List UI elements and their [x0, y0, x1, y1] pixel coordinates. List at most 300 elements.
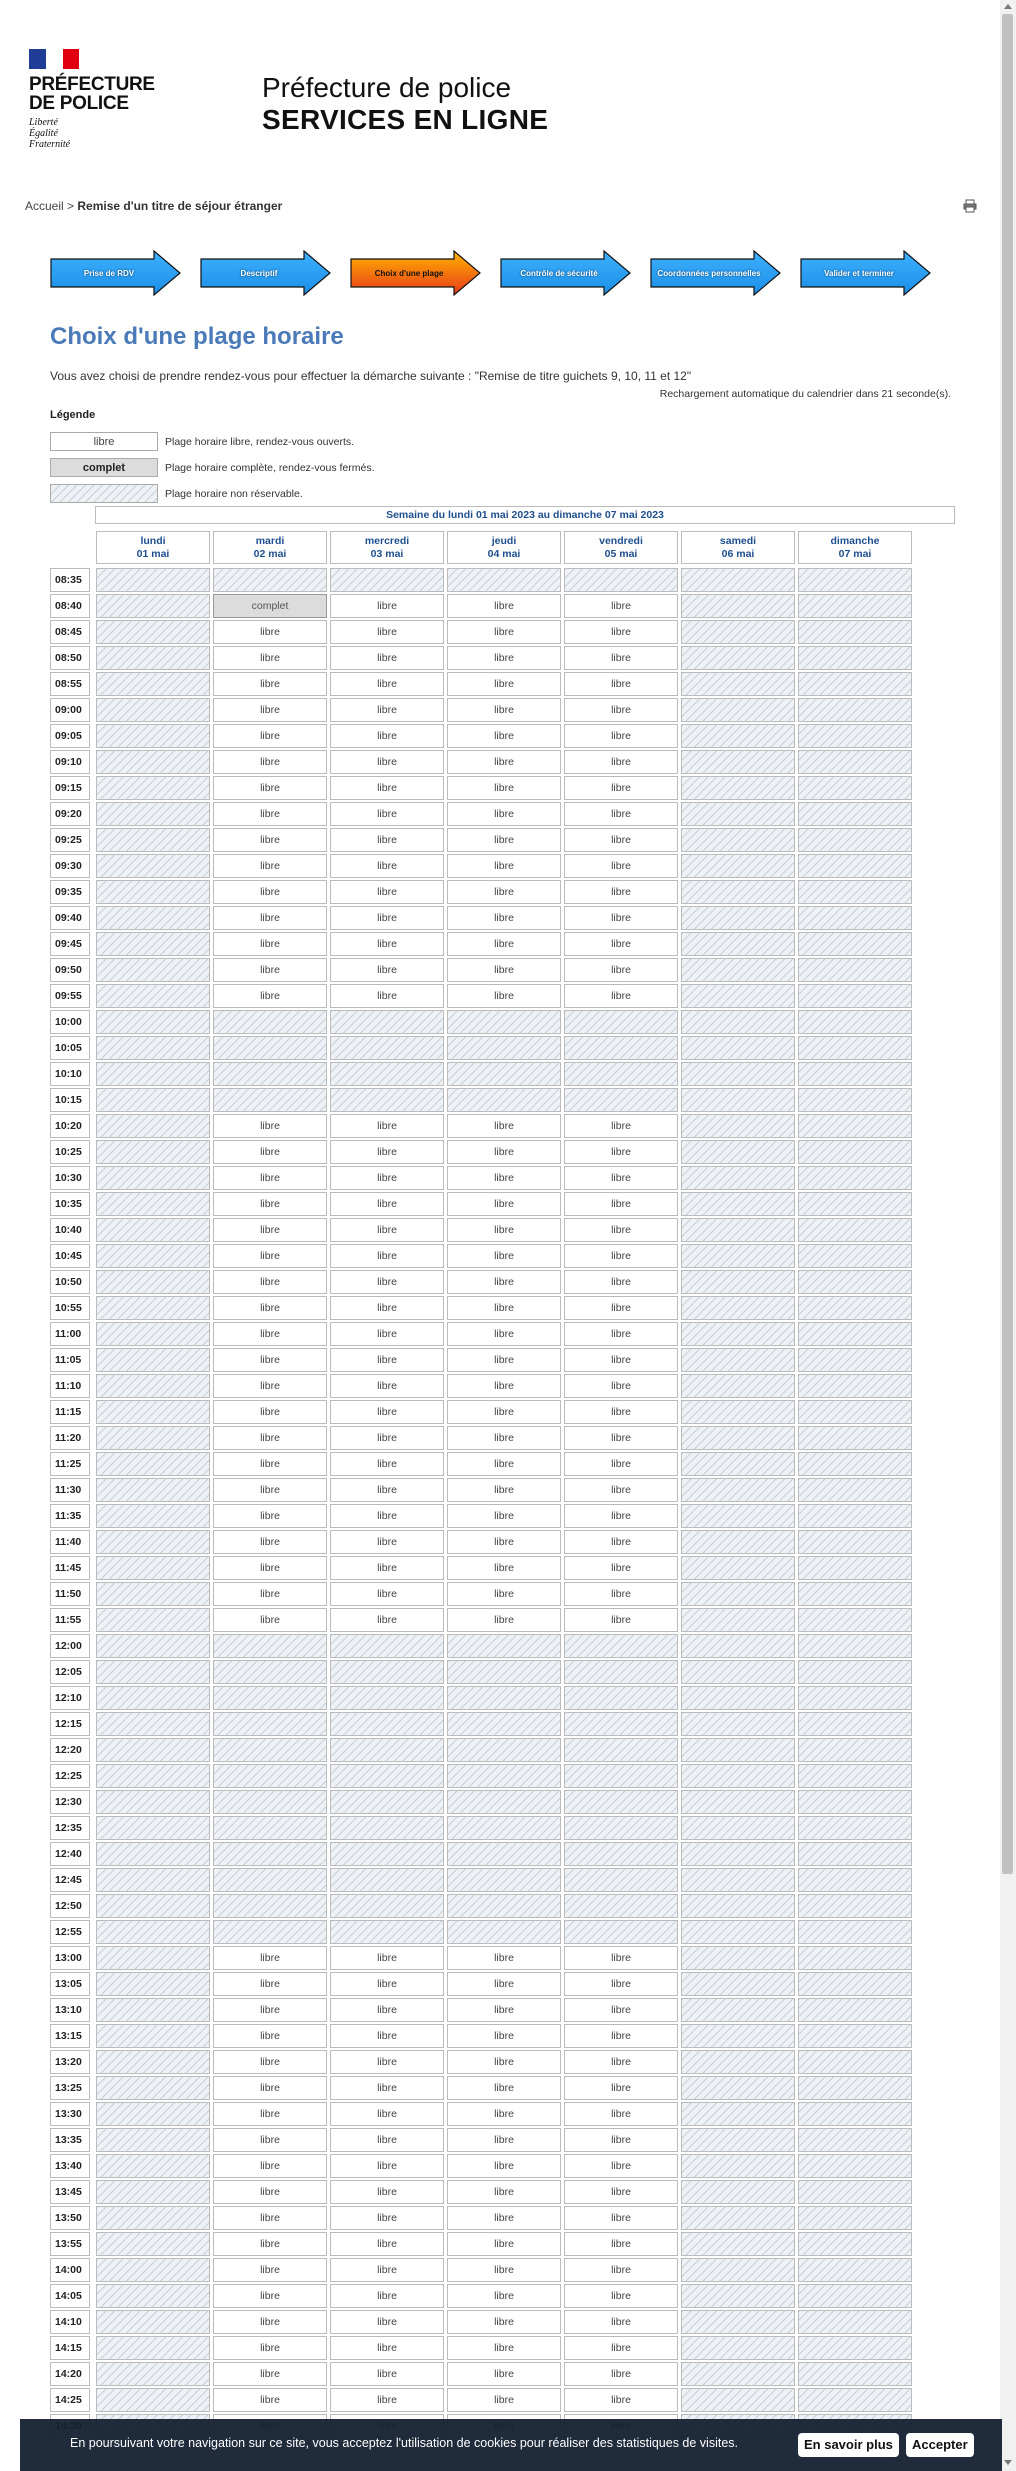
slot-unavailable [564, 1894, 678, 1918]
prefecture-logo[interactable] [29, 49, 155, 150]
slot-libre[interactable]: libre [213, 646, 327, 670]
cookie-learn-more-button[interactable]: En savoir plus [798, 2433, 899, 2457]
slot-libre[interactable]: libre [213, 1998, 327, 2022]
slot-libre[interactable]: libre [213, 2310, 327, 2334]
slot-unavailable [798, 1660, 912, 1684]
slot-unavailable [96, 1114, 210, 1138]
slot-libre[interactable]: libre [447, 2154, 561, 2178]
slot-libre[interactable]: libre [447, 1244, 561, 1268]
slot-libre[interactable]: libre [213, 1192, 327, 1216]
slot-libre[interactable]: libre [213, 1452, 327, 1476]
slot-libre[interactable]: libre [564, 1114, 678, 1138]
slot-libre[interactable]: libre [330, 1452, 444, 1476]
slot-libre[interactable]: libre [213, 2232, 327, 2256]
slot-libre[interactable]: libre [213, 1348, 327, 1372]
slot-unavailable [681, 1582, 795, 1606]
slot-libre[interactable]: libre [564, 1998, 678, 2022]
slot-libre[interactable]: libre [447, 1218, 561, 1242]
slot-libre[interactable]: libre [330, 672, 444, 696]
slot-libre[interactable]: libre [447, 1426, 561, 1450]
slot-libre[interactable]: libre [447, 2232, 561, 2256]
slot-libre[interactable]: libre [564, 1452, 678, 1476]
slot-libre[interactable]: libre [330, 1218, 444, 1242]
slot-libre[interactable]: libre [564, 672, 678, 696]
slot-unavailable [564, 1634, 678, 1658]
slot-libre[interactable]: libre [564, 1400, 678, 1424]
slot-libre[interactable]: libre [330, 2284, 444, 2308]
slot-libre[interactable]: libre [330, 1400, 444, 1424]
slot-libre[interactable]: libre [564, 2362, 678, 2386]
slot-libre[interactable]: libre [447, 1608, 561, 1632]
slot-libre[interactable]: libre [213, 828, 327, 852]
slot-libre[interactable]: libre [564, 2154, 678, 2178]
time-label: 13:20 [50, 2050, 90, 2074]
slot-libre[interactable]: libre [330, 2388, 444, 2412]
slot-unavailable [798, 1400, 912, 1424]
slot-unavailable [681, 620, 795, 644]
slot-libre[interactable]: libre [447, 1582, 561, 1606]
slot-libre[interactable]: libre [213, 750, 327, 774]
slot-libre[interactable]: libre [213, 1322, 327, 1346]
scrollbar[interactable] [1000, 0, 1016, 2471]
slot-libre[interactable]: libre [564, 776, 678, 800]
slot-unavailable [798, 2154, 912, 2178]
slot-libre[interactable]: libre [330, 802, 444, 826]
slot-unavailable [681, 906, 795, 930]
time-label: 13:05 [50, 1972, 90, 1996]
time-label: 12:20 [50, 1738, 90, 1762]
slot-libre[interactable]: libre [330, 2154, 444, 2178]
slot-libre[interactable]: libre [213, 2050, 327, 2074]
cookie-accept-button[interactable]: Accepter [906, 2433, 974, 2457]
slot-unavailable [96, 1426, 210, 1450]
slot-libre[interactable]: libre [447, 1998, 561, 2022]
page-title: Choix d'une plage horaire [50, 323, 344, 350]
slot-libre[interactable]: libre [564, 1374, 678, 1398]
slot-libre[interactable]: libre [564, 958, 678, 982]
slot-libre[interactable]: libre [564, 1426, 678, 1450]
slot-libre[interactable]: libre [213, 2206, 327, 2230]
slot-unavailable [681, 802, 795, 826]
time-label: 11:35 [50, 1504, 90, 1528]
slot-unavailable [798, 1582, 912, 1606]
slot-libre[interactable]: libre [330, 2180, 444, 2204]
slot-libre[interactable]: libre [330, 880, 444, 904]
slot-unavailable [96, 568, 210, 592]
slot-libre[interactable]: libre [213, 724, 327, 748]
slot-unavailable [213, 1712, 327, 1736]
slot-unavailable [447, 1660, 561, 1684]
slot-unavailable [213, 1062, 327, 1086]
slot-unavailable [564, 1712, 678, 1736]
slot-libre[interactable]: libre [213, 1504, 327, 1528]
slot-libre[interactable]: libre [213, 854, 327, 878]
slot-libre[interactable]: libre [447, 2128, 561, 2152]
slot-libre[interactable]: libre [564, 854, 678, 878]
slot-libre[interactable]: libre [330, 1140, 444, 1164]
slot-libre[interactable]: libre [213, 906, 327, 930]
slot-libre[interactable]: libre [564, 2128, 678, 2152]
slot-libre[interactable]: libre [447, 802, 561, 826]
time-label: 10:10 [50, 1062, 90, 1086]
slot-libre[interactable]: libre [330, 1556, 444, 1580]
breadcrumb [25, 199, 282, 213]
slot-libre[interactable]: libre [330, 594, 444, 618]
slot-libre[interactable]: libre [330, 958, 444, 982]
day-name: vendredi [599, 535, 643, 547]
slot-libre[interactable]: libre [213, 2024, 327, 2048]
scroll-down-arrow-icon[interactable] [1004, 2460, 1012, 2465]
slot-unavailable [798, 1868, 912, 1892]
slot-libre[interactable]: libre [213, 1530, 327, 1554]
step-label: Valider et terminer [824, 268, 894, 278]
slot-libre[interactable]: libre [330, 1582, 444, 1606]
slot-unavailable [96, 1140, 210, 1164]
slot-libre[interactable]: libre [330, 854, 444, 878]
slot-libre[interactable]: libre [564, 698, 678, 722]
slot-libre[interactable]: libre [564, 2284, 678, 2308]
slot-libre[interactable]: libre [213, 1426, 327, 1450]
slot-libre[interactable]: libre [447, 698, 561, 722]
slot-libre[interactable]: libre [213, 2284, 327, 2308]
slot-libre[interactable]: libre [564, 1140, 678, 1164]
slot-libre[interactable]: libre [447, 1348, 561, 1372]
slot-libre[interactable]: libre [213, 2336, 327, 2360]
time-label: 08:55 [50, 672, 90, 696]
slot-unavailable [213, 568, 327, 592]
slot-libre[interactable]: libre [213, 958, 327, 982]
slot-unavailable [96, 1946, 210, 1970]
slot-libre[interactable]: libre [213, 1270, 327, 1294]
slot-libre[interactable]: libre [447, 672, 561, 696]
slot-libre[interactable]: libre [330, 1192, 444, 1216]
slot-libre[interactable]: libre [564, 1946, 678, 1970]
slot-libre[interactable]: libre [564, 2388, 678, 2412]
slot-libre[interactable]: libre [330, 2336, 444, 2360]
slot-libre[interactable]: libre [447, 1140, 561, 1164]
slot-libre[interactable]: libre [447, 2310, 561, 2334]
slot-libre[interactable]: libre [213, 932, 327, 956]
slot-libre[interactable]: libre [447, 2284, 561, 2308]
slot-libre[interactable]: libre [564, 2050, 678, 2074]
slot-libre[interactable]: libre [330, 1946, 444, 1970]
slot-libre[interactable]: libre [564, 802, 678, 826]
slot-libre[interactable]: libre [330, 776, 444, 800]
slot-unavailable [564, 1764, 678, 1788]
slot-libre[interactable]: libre [213, 1114, 327, 1138]
slot-libre[interactable]: libre [564, 620, 678, 644]
slot-libre[interactable]: libre [330, 2128, 444, 2152]
slot-libre[interactable]: libre [447, 1478, 561, 1502]
slot-libre[interactable]: libre [564, 1530, 678, 1554]
slot-libre[interactable]: libre [213, 698, 327, 722]
slot-unavailable [213, 1920, 327, 1944]
slot-libre[interactable]: libre [330, 646, 444, 670]
slot-libre[interactable]: libre [213, 880, 327, 904]
slot-unavailable [798, 1036, 912, 1060]
slot-libre[interactable]: libre [564, 1270, 678, 1294]
slot-unavailable [96, 2310, 210, 2334]
slot-unavailable [681, 1504, 795, 1528]
slot-libre[interactable]: libre [213, 984, 327, 1008]
slot-libre[interactable]: libre [564, 880, 678, 904]
slot-libre[interactable]: libre [447, 1530, 561, 1554]
time-label: 12:10 [50, 1686, 90, 1710]
slot-unavailable [681, 2076, 795, 2100]
slot-libre[interactable]: libre [564, 646, 678, 670]
scrollbar-thumb[interactable] [1002, 14, 1013, 1874]
slot-libre[interactable]: libre [213, 1400, 327, 1424]
slot-libre[interactable]: libre [447, 594, 561, 618]
slot-libre[interactable]: libre [447, 1972, 561, 1996]
slot-libre[interactable]: libre [564, 984, 678, 1008]
slot-libre[interactable]: libre [213, 672, 327, 696]
slot-libre[interactable]: libre [447, 2076, 561, 2100]
slot-libre[interactable]: libre [330, 2206, 444, 2230]
slot-libre[interactable]: libre [447, 1556, 561, 1580]
slot-unavailable [681, 1920, 795, 1944]
slot-libre[interactable]: libre [213, 1556, 327, 1580]
slot-libre[interactable]: libre [213, 1582, 327, 1606]
time-label: 09:00 [50, 698, 90, 722]
slot-libre[interactable]: libre [564, 828, 678, 852]
scroll-up-arrow-icon[interactable] [1004, 4, 1012, 9]
legend-hatched-box [50, 484, 158, 503]
slot-libre[interactable]: libre [330, 1114, 444, 1138]
slot-libre[interactable]: libre [330, 1504, 444, 1528]
slot-libre[interactable]: libre [213, 1140, 327, 1164]
slot-unavailable [798, 1452, 912, 1476]
slot-libre[interactable]: libre [447, 958, 561, 982]
slot-libre[interactable]: libre [330, 2362, 444, 2386]
slot-unavailable [564, 1790, 678, 1814]
slot-libre[interactable]: libre [447, 724, 561, 748]
time-label: 10:25 [50, 1140, 90, 1164]
slot-libre[interactable]: libre [447, 1166, 561, 1190]
slot-unavailable [96, 1634, 210, 1658]
slot-unavailable [681, 2336, 795, 2360]
slot-libre[interactable]: libre [447, 2102, 561, 2126]
slot-libre[interactable]: libre [447, 984, 561, 1008]
slot-libre[interactable]: libre [447, 932, 561, 956]
slot-libre[interactable]: libre [447, 880, 561, 904]
slot-libre[interactable]: libre [330, 1426, 444, 1450]
slot-libre[interactable]: libre [564, 2180, 678, 2204]
slot-libre[interactable]: libre [213, 802, 327, 826]
slot-libre[interactable]: libre [564, 1166, 678, 1190]
slot-libre[interactable]: libre [564, 1504, 678, 1528]
slot-unavailable [96, 1764, 210, 1788]
slot-libre[interactable]: libre [213, 2180, 327, 2204]
breadcrumb-home-link[interactable]: Accueil [25, 199, 64, 213]
slot-libre[interactable]: libre [330, 1478, 444, 1502]
slot-libre[interactable]: libre [447, 1192, 561, 1216]
slot-libre[interactable]: libre [447, 2050, 561, 2074]
slot-libre[interactable]: libre [447, 1296, 561, 1320]
slot-libre[interactable]: libre [447, 620, 561, 644]
slot-libre[interactable]: libre [330, 1244, 444, 1268]
slot-libre[interactable]: libre [330, 698, 444, 722]
slot-libre[interactable]: libre [564, 2102, 678, 2126]
slot-libre[interactable]: libre [447, 2024, 561, 2048]
slot-libre[interactable]: libre [330, 2232, 444, 2256]
slot-libre[interactable]: libre [447, 1322, 561, 1346]
slot-libre[interactable]: libre [447, 854, 561, 878]
slot-libre[interactable]: libre [564, 1556, 678, 1580]
legend-complet-text: Plage horaire complète, rendez-vous fermés. [165, 461, 375, 474]
slot-libre[interactable]: libre [330, 2102, 444, 2126]
slot-libre[interactable]: libre [564, 1244, 678, 1268]
slot-libre[interactable]: libre [213, 776, 327, 800]
time-label: 12:55 [50, 1920, 90, 1944]
reload-countdown: Rechargement automatique du calendrier dans 21 seconde(s). [659, 388, 951, 400]
slot-libre[interactable]: libre [447, 828, 561, 852]
slot-libre[interactable]: libre [213, 2128, 327, 2152]
slot-libre[interactable]: libre [447, 1452, 561, 1476]
slot-libre[interactable]: libre [564, 1582, 678, 1606]
slot-libre[interactable]: libre [330, 2258, 444, 2282]
slot-libre[interactable]: libre [447, 1400, 561, 1424]
slot-libre[interactable]: libre [447, 1270, 561, 1294]
slot-libre[interactable]: libre [330, 1166, 444, 1190]
time-label: 12:00 [50, 1634, 90, 1658]
slot-libre[interactable]: libre [330, 1530, 444, 1554]
slot-libre[interactable]: libre [213, 1374, 327, 1398]
slot-unavailable [798, 2258, 912, 2282]
slot-libre[interactable]: libre [447, 1374, 561, 1398]
slot-libre[interactable]: libre [447, 906, 561, 930]
slot-libre[interactable]: libre [213, 2258, 327, 2282]
slot-libre[interactable]: libre [447, 646, 561, 670]
slot-unavailable [96, 1374, 210, 1398]
slot-libre[interactable]: libre [213, 1218, 327, 1242]
slot-unavailable [681, 828, 795, 852]
slot-unavailable [96, 1218, 210, 1242]
slot-libre[interactable]: libre [330, 2024, 444, 2048]
day-header [213, 531, 327, 564]
time-label: 10:20 [50, 1114, 90, 1138]
slot-libre[interactable]: libre [564, 1478, 678, 1502]
time-label: 10:50 [50, 1270, 90, 1294]
slot-libre[interactable]: libre [564, 594, 678, 618]
slot-libre[interactable]: libre [564, 1348, 678, 1372]
slot-libre[interactable]: libre [564, 1296, 678, 1320]
slot-libre[interactable]: libre [564, 2024, 678, 2048]
slot-libre[interactable]: libre [213, 1608, 327, 1632]
slot-libre[interactable]: libre [213, 2154, 327, 2178]
slot-libre[interactable]: libre [213, 2076, 327, 2100]
slot-libre[interactable]: libre [330, 2076, 444, 2100]
slot-libre[interactable]: libre [447, 750, 561, 774]
day-date: 02 mai [253, 548, 287, 560]
slot-libre[interactable]: libre [213, 1296, 327, 1320]
slot-libre[interactable]: libre [564, 2206, 678, 2230]
time-label: 09:55 [50, 984, 90, 1008]
slot-unavailable [798, 698, 912, 722]
time-label: 14:15 [50, 2336, 90, 2360]
slot-libre[interactable]: libre [330, 2050, 444, 2074]
slot-libre[interactable]: libre [330, 620, 444, 644]
slot-libre[interactable]: libre [330, 984, 444, 1008]
slot-libre[interactable]: libre [564, 906, 678, 930]
slot-libre[interactable]: libre [330, 1998, 444, 2022]
slot-libre[interactable]: libre [213, 1972, 327, 1996]
print-icon[interactable] [963, 199, 977, 213]
site-header [0, 0, 1000, 170]
slot-libre[interactable]: libre [213, 1946, 327, 1970]
slot-libre[interactable]: libre [330, 1972, 444, 1996]
slot-unavailable [447, 1764, 561, 1788]
slot-libre[interactable]: libre [447, 2180, 561, 2204]
slot-unavailable [96, 932, 210, 956]
slot-libre[interactable]: libre [564, 724, 678, 748]
slot-libre[interactable]: libre [213, 620, 327, 644]
slot-libre[interactable]: libre [330, 2310, 444, 2334]
slot-libre[interactable]: libre [447, 2388, 561, 2412]
slot-libre[interactable]: libre [564, 2258, 678, 2282]
slot-libre[interactable]: libre [564, 2232, 678, 2256]
slot-libre[interactable]: libre [564, 1322, 678, 1346]
slot-libre[interactable]: libre [447, 2206, 561, 2230]
slot-libre[interactable]: libre [447, 776, 561, 800]
slot-unavailable [96, 1972, 210, 1996]
slot-libre[interactable]: libre [330, 1296, 444, 1320]
slot-libre[interactable]: libre [564, 1608, 678, 1632]
slot-libre[interactable]: libre [330, 1608, 444, 1632]
slot-libre[interactable]: libre [330, 724, 444, 748]
slot-unavailable [330, 1764, 444, 1788]
slot-libre[interactable]: libre [564, 2076, 678, 2100]
slot-libre[interactable]: libre [213, 2102, 327, 2126]
slot-libre[interactable]: libre [564, 1218, 678, 1242]
slot-libre[interactable]: libre [564, 932, 678, 956]
slot-libre[interactable]: libre [213, 1478, 327, 1502]
slot-libre[interactable]: libre [330, 1270, 444, 1294]
slot-libre[interactable]: libre [564, 1192, 678, 1216]
slot-libre[interactable]: libre [330, 906, 444, 930]
slot-libre[interactable]: libre [330, 1322, 444, 1346]
slot-unavailable [96, 620, 210, 644]
legend-complet-box: complet [50, 458, 158, 477]
slot-libre[interactable]: libre [447, 2362, 561, 2386]
slot-unavailable [798, 1972, 912, 1996]
slot-libre[interactable]: libre [564, 750, 678, 774]
slot-libre[interactable]: libre [330, 1374, 444, 1398]
slot-libre[interactable]: libre [213, 2388, 327, 2412]
slot-unavailable [681, 1348, 795, 1372]
time-label: 09:20 [50, 802, 90, 826]
slot-libre[interactable]: libre [213, 1244, 327, 1268]
slot-libre[interactable]: libre [213, 2362, 327, 2386]
slot-libre[interactable]: libre [213, 1166, 327, 1190]
slot-libre[interactable]: libre [447, 2336, 561, 2360]
time-label: 12:15 [50, 1712, 90, 1736]
slot-libre[interactable]: libre [330, 932, 444, 956]
slot-libre[interactable]: libre [564, 2310, 678, 2334]
slot-libre[interactable]: libre [447, 1504, 561, 1528]
slot-libre[interactable]: libre [564, 2336, 678, 2360]
slot-libre[interactable]: libre [447, 1946, 561, 1970]
slot-unavailable [681, 776, 795, 800]
slot-libre[interactable]: libre [330, 828, 444, 852]
time-label: 09:25 [50, 828, 90, 852]
slot-libre[interactable]: libre [447, 2258, 561, 2282]
slot-libre[interactable]: libre [564, 1972, 678, 1996]
slot-unavailable [330, 1660, 444, 1684]
slot-libre[interactable]: libre [447, 1114, 561, 1138]
slot-libre[interactable]: libre [330, 750, 444, 774]
slot-libre[interactable]: libre [330, 1348, 444, 1372]
